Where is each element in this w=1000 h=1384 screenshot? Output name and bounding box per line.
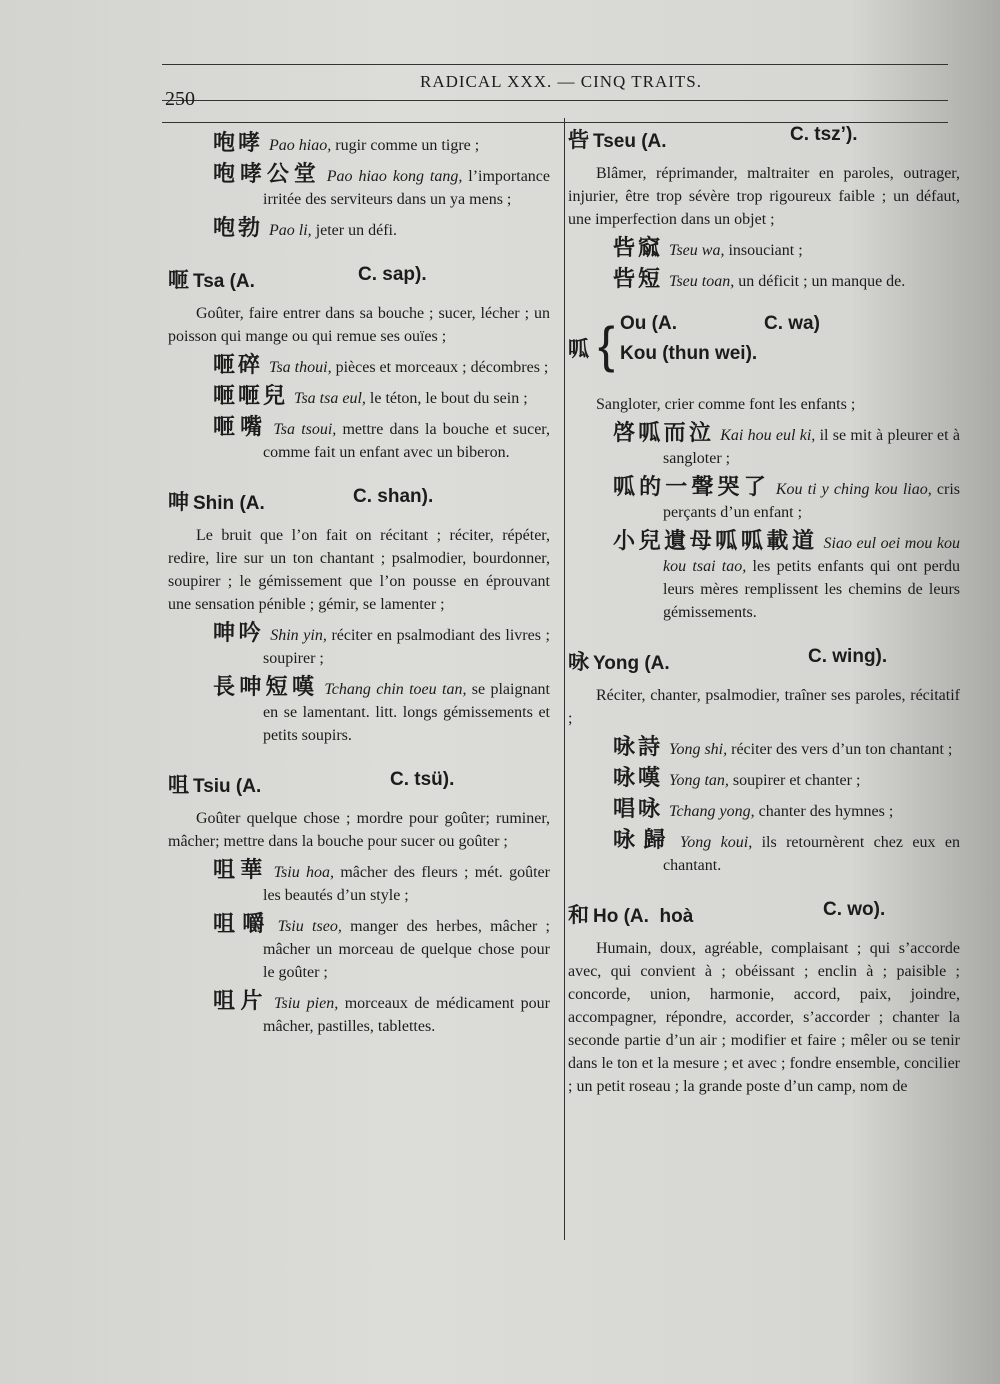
cantonese-reading: C. sap). (358, 264, 427, 285)
compound-entry: 呻吟 Shin yin, réciter en psalmodiant des livres ; soupirer ; (213, 621, 550, 667)
page-number: 250 (165, 88, 195, 110)
entry-heading (168, 264, 550, 292)
definition: Sangloter, crier comme font les enfants ; (596, 396, 856, 413)
entry-tsiu (168, 769, 550, 1038)
entry-character: 咏 (568, 650, 589, 674)
compound-entry: 咏詩 Yong shi, réciter des vers d’un ton chantant ; (613, 735, 953, 760)
compound-entry: 咆勃 Pao li, jeter un défi. (213, 216, 397, 241)
compound-entry: 咆哮公堂 Pao hiao kong tang, l’importance irritée des serviteurs dans un ya mens ; (213, 162, 551, 208)
cantonese-reading: C. tsz’). (790, 124, 858, 145)
header-top-rule (162, 64, 948, 65)
pronunciation: Shin (A. (193, 493, 265, 514)
entry-character: 和 (568, 903, 589, 927)
entry-heading (168, 769, 550, 797)
entry-heading (568, 313, 960, 383)
compound-entry: 呱的一聲哭了 Kou ti y ching kou liao, cris perçants d’un enfant ; (613, 475, 960, 521)
compound-entry: 咏嘆 Yong tan, soupirer et chanter ; (613, 766, 861, 791)
compound-entry: 咂碎 Tsa thoui, pièces et morceaux ; décombres ; (213, 353, 549, 378)
compound-entry: 啓呱而泣 Kai hou eul ki, il se mit à pleurer et à sangloter ; (613, 421, 960, 467)
definition: Goûter quelque chose ; mordre pour goûter; ruminer, mâcher; mettre dans la bouche pour sucer ou goûter ; (168, 810, 550, 850)
entry-character: 咀 (168, 773, 189, 797)
compound-entry: 呰窳 Tseu wa, insouciant ; (613, 236, 803, 261)
pronunciation: Tsa (A. (193, 271, 255, 292)
cantonese-reading: C. wa) (764, 313, 820, 334)
entry-heading (568, 899, 960, 927)
compound-entry: 咏歸 Yong koui, ils retournèrent chez eux en chantant. (613, 828, 960, 874)
pronunciation: Tsiu (A. (193, 776, 262, 797)
compound-entry: 小兒遺母呱呱載道 Siao eul oei mou kou kou tsai tao, les petits enfants qui ont perdu leurs mères remplissent les chemins de leurs gémissements. (613, 529, 960, 621)
entry-heading (568, 646, 960, 674)
pronunciation: Yong (A. (593, 653, 670, 674)
brace: { (598, 317, 615, 373)
left-column (168, 122, 550, 1052)
definition: Humain, doux, agréable, complaisant ; qui s’accorde avec, qui convient à ; obéissant ; enclin à ; paisible ; concorde, union, harmonie, accord, paix, joindre, accompagner, répondre, accorder, s’accorder ; chanter la seconde partie d’un air ; modifier et faire ; mêler ou se tenir dans le ton et la mesure ; et avec ; fondre ensemble, concilier ; un petit roseau ; la grande poste d’un camp, nom de (568, 940, 960, 1095)
compound-entry: 咂咂兒 Tsa tsa eul, le téton, le bout du sein ; (213, 384, 528, 409)
entry-character: 呰 (568, 128, 589, 152)
definition: Goûter, faire entrer dans sa bouche ; sucer, lécher ; un poisson qui mange ou qui remue ses ouïes ; (168, 305, 550, 345)
entry-tseu (568, 124, 960, 293)
compound-entry: 咆哮 Pao hiao, rugir comme un tigre ; (213, 131, 480, 156)
compound-entry: 長呻短嘆 Tchang chin toeu tan, se plaignant en se lamentant. litt. longs gémissements et petits soupirs. (213, 675, 550, 744)
pronunciation: Tseu (A. (593, 131, 667, 152)
cantonese-reading: C. shan). (353, 486, 434, 507)
definition: Le bruit que l’on fait on récitant ; réciter, répéter, redire, lire sur un ton chantant ; psalmodier, bourdonner, soupirer ; le gémissement que l’on pousse en éprouvant une sensation pénible ; gémir, se lamenter ; (168, 527, 550, 613)
header-bottom-rule (162, 100, 948, 101)
entry-tsa (168, 264, 550, 464)
compound-entry: 咀華 Tsiu hoa, mâcher des fleurs ; mét. goûter les beautés d’un style ; (213, 858, 550, 904)
pronunciation: Ou (A. (620, 313, 677, 334)
entry-ho (568, 899, 960, 1098)
compound-entry: 咀嚼 Tsiu tseo, manger des herbes, mâcher ; mâcher un morceau de quelque chose pour le goûter ; (213, 912, 551, 981)
entry-heading (568, 124, 960, 152)
compound-entry: 咀片 Tsiu pien, morceaux de médicament pour mâcher, pastilles, tablettes. (213, 989, 550, 1035)
cantonese-reading: C. wo). (823, 899, 886, 920)
cantonese-reading: C. tsü). (390, 769, 455, 790)
entry-yong (568, 646, 960, 877)
compound-entry: 呰短 Tseu toan, un déficit ; un manque de. (613, 267, 906, 292)
pronunciation: Ho (A. hoà (593, 906, 694, 927)
right-column (568, 122, 960, 1112)
entry-ou-kou (568, 313, 960, 624)
running-title: RADICAL XXX. — CINQ TRAITS. (420, 72, 702, 91)
cantonese-reading: C. wing). (808, 646, 888, 667)
definition: Blâmer, réprimander, maltraiter en paroles, outrager, injurier, être trop sévère trop rigoureux faible ; un défaut, une imperfection dans un objet ; (568, 165, 960, 228)
alternate-pronunciation: Kou (thun wei). (620, 343, 758, 364)
compound-entry: 咂嘴 Tsa tsoui, mettre dans la bouche et sucer, comme fait un enfant avec un biberon. (213, 415, 550, 461)
entry-shin (168, 486, 550, 747)
compound-entry: 唱咏 Tchang yong, chanter des hymnes ; (613, 797, 894, 822)
entry-pao-continuation (168, 132, 550, 242)
entry-heading (168, 486, 550, 514)
entry-character: 呱 (568, 337, 589, 361)
column-divider (564, 118, 565, 1240)
entry-character: 咂 (168, 268, 189, 292)
entry-character: 呻 (168, 490, 189, 514)
definition: Réciter, chanter, psalmodier, traîner ses paroles, récitatif ; (568, 687, 960, 727)
